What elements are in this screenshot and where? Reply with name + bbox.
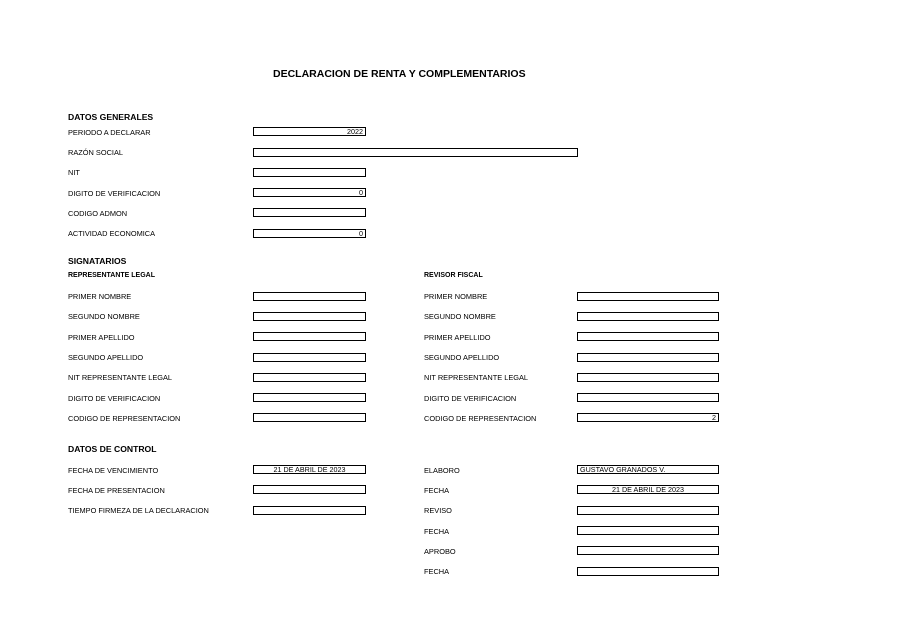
rev-primer-nombre-label: PRIMER NOMBRE [424,292,488,301]
fecha-reviso-field[interactable] [577,526,719,535]
section-signatarios: SIGNATARIOS [68,256,127,266]
rev-nit-label: NIT REPRESENTANTE LEGAL [424,373,529,382]
elaboro-label: ELABORO [424,466,460,475]
fecha-aprobo-label: FECHA [424,567,450,576]
codigo-admon-field[interactable] [253,208,366,217]
fecha-reviso-label: FECHA [424,527,450,536]
rev-primer-apellido-field[interactable] [577,332,719,341]
rev-dv-field[interactable] [577,393,719,402]
aprobo-label: APROBO [424,547,456,556]
digito-verificacion-label: DIGITO DE VERIFICACION [68,189,161,198]
rep-dv-field[interactable] [253,393,366,402]
rev-nit-field[interactable] [577,373,719,382]
rep-segundo-apellido-field[interactable] [253,353,366,362]
reviso-label: REVISO [424,506,452,515]
fecha-presentacion-label: FECHA DE PRESENTACION [68,486,165,495]
fecha-presentacion-field[interactable] [253,485,366,494]
aprobo-field[interactable] [577,546,719,555]
rev-primer-apellido-label: PRIMER APELLIDO [424,333,491,342]
rev-segundo-nombre-field[interactable] [577,312,719,321]
rep-segundo-apellido-label: SEGUNDO APELLIDO [68,353,144,362]
rep-nit-field[interactable] [253,373,366,382]
periodo-label: PERIODO A DECLARAR [68,128,151,137]
nit-label: NIT [68,168,80,177]
rep-segundo-nombre-label: SEGUNDO NOMBRE [68,312,140,321]
periodo-field[interactable]: 2022 [253,127,366,136]
rev-primer-nombre-field[interactable] [577,292,719,301]
fecha-vencimiento-label: FECHA DE VENCIMIENTO [68,466,159,475]
page-title: DECLARACION DE RENTA Y COMPLEMENTARIOS [273,68,526,80]
rep-dv-label: DIGITO DE VERIFICACION [68,394,161,403]
representante-legal-heading: REPRESENTANTE LEGAL [68,272,155,279]
nit-field[interactable] [253,168,366,177]
digito-verificacion-field[interactable]: 0 [253,188,366,197]
fecha-elaboro-label: FECHA [424,486,450,495]
section-datos-control: DATOS DE CONTROL [68,444,157,454]
rep-primer-nombre-field[interactable] [253,292,366,301]
section-datos-generales: DATOS GENERALES [68,112,154,122]
rev-codigo-label: CODIGO DE REPRESENTACION [424,414,537,423]
rep-nit-label: NIT REPRESENTANTE LEGAL [68,373,173,382]
codigo-admon-label: CODIGO ADMON [68,209,128,218]
rev-codigo-field[interactable]: 2 [577,413,719,422]
rep-codigo-label: CODIGO DE REPRESENTACION [68,414,181,423]
fecha-aprobo-field[interactable] [577,567,719,576]
actividad-economica-field[interactable]: 0 [253,229,366,238]
rep-segundo-nombre-field[interactable] [253,312,366,321]
rep-primer-nombre-label: PRIMER NOMBRE [68,292,132,301]
reviso-field[interactable] [577,506,719,515]
rev-segundo-apellido-label: SEGUNDO APELLIDO [424,353,500,362]
razon-social-field[interactable] [253,148,578,157]
razon-social-label: RAZÓN SOCIAL [68,148,124,157]
fecha-elaboro-field[interactable]: 21 DE ABRIL DE 2023 [577,485,719,494]
rev-dv-label: DIGITO DE VERIFICACION [424,394,517,403]
rep-primer-apellido-label: PRIMER APELLIDO [68,333,135,342]
rep-codigo-field[interactable] [253,413,366,422]
rev-segundo-nombre-label: SEGUNDO NOMBRE [424,312,496,321]
revisor-fiscal-heading: REVISOR FISCAL [424,272,483,279]
tiempo-firmeza-label: TIEMPO FIRMEZA DE LA DECLARACION [68,506,209,515]
actividad-economica-label: ACTIVIDAD ECONOMICA [68,229,156,238]
elaboro-field[interactable]: GUSTAVO GRANADOS V. [577,465,719,474]
rev-segundo-apellido-field[interactable] [577,353,719,362]
rep-primer-apellido-field[interactable] [253,332,366,341]
fecha-vencimiento-field[interactable]: 21 DE ABRIL DE 2023 [253,465,366,474]
tiempo-firmeza-field[interactable] [253,506,366,515]
